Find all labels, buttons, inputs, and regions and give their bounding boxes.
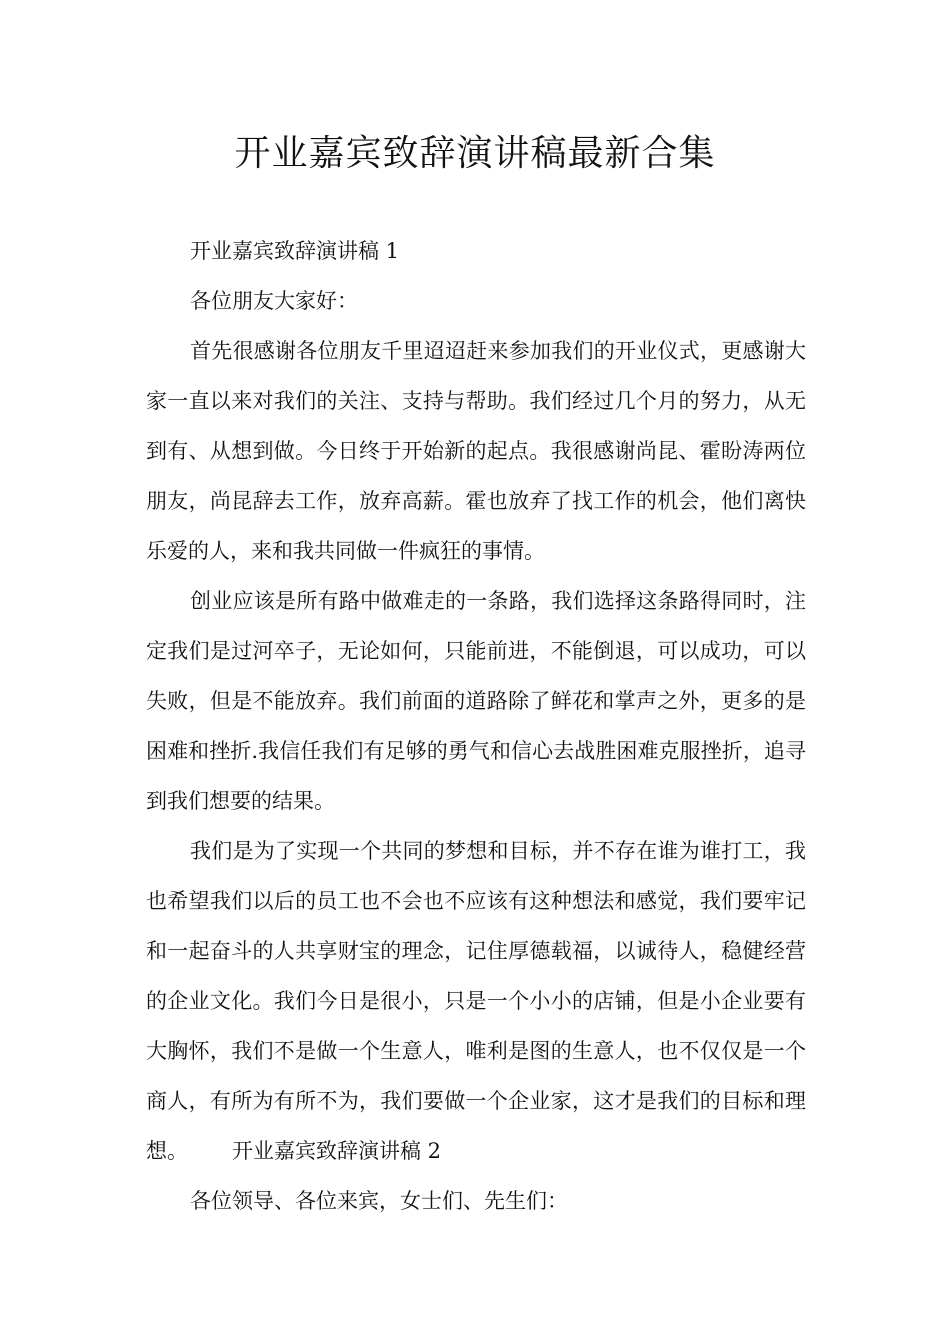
paragraph-entrepreneurship: 创业应该是所有路中做难走的一条路，我们选择这条路得同时，注定我们是过河卒子，无论如何，只能前进，不能倒退，可以成功，可以失败，但是不能放弃。我们前面的道路除了鲜花和掌声之外，更多的是困难和挫折.我信任我们有足够的勇气和信心去战胜困难克服挫折，追寻到我们想要的结果。 [146, 589, 806, 813]
paragraph-salutation: 各位领导、各位来宾，女士们、先生们： [190, 1189, 568, 1213]
section-heading-1: 开业嘉宾致辞演讲稿 1 [190, 239, 400, 263]
paragraph-goals-text: 我们是为了实现一个共同的梦想和目标，并不存在谁为谁打工，我也希望我们以后的员工也不会也不应该有这种想法和感觉，我们要牢记和一起奋斗的人共享财宝的理念，记住厚德载福，以诚待人，稳健经营的企业文化。我们今日是很小，只是一个小小的店铺，但是小企业要有大胸怀，我们不是做一个生意人，唯利是图的生意人，也不仅仅是一个商人，有所为有所不为，我们要做一个企业家，这才是我们的目标和理想。 [146, 839, 806, 1163]
document-title: 开业嘉宾致辞演讲稿最新合集 [234, 133, 716, 174]
document-body [146, 226, 806, 1226]
paragraph-goals [146, 826, 806, 1176]
paragraph-greeting: 各位朋友大家好： [190, 289, 358, 313]
section-heading-2: 开业嘉宾致辞演讲稿 2 [232, 1139, 442, 1163]
paragraph-thanks: 首先很感谢各位朋友千里迢迢赶来参加我们的开业仪式，更感谢大家一直以来对我们的关注、支持与帮助。我们经过几个月的努力，从无到有、从想到做。今日终于开始新的起点。我很感谢尚昆、霍盼涛两位朋友，尚昆辞去工作，放弃高薪。霍也放弃了找工作的机会，他们离快乐爱的人，来和我共同做一件疯狂的事情。 [146, 339, 806, 563]
